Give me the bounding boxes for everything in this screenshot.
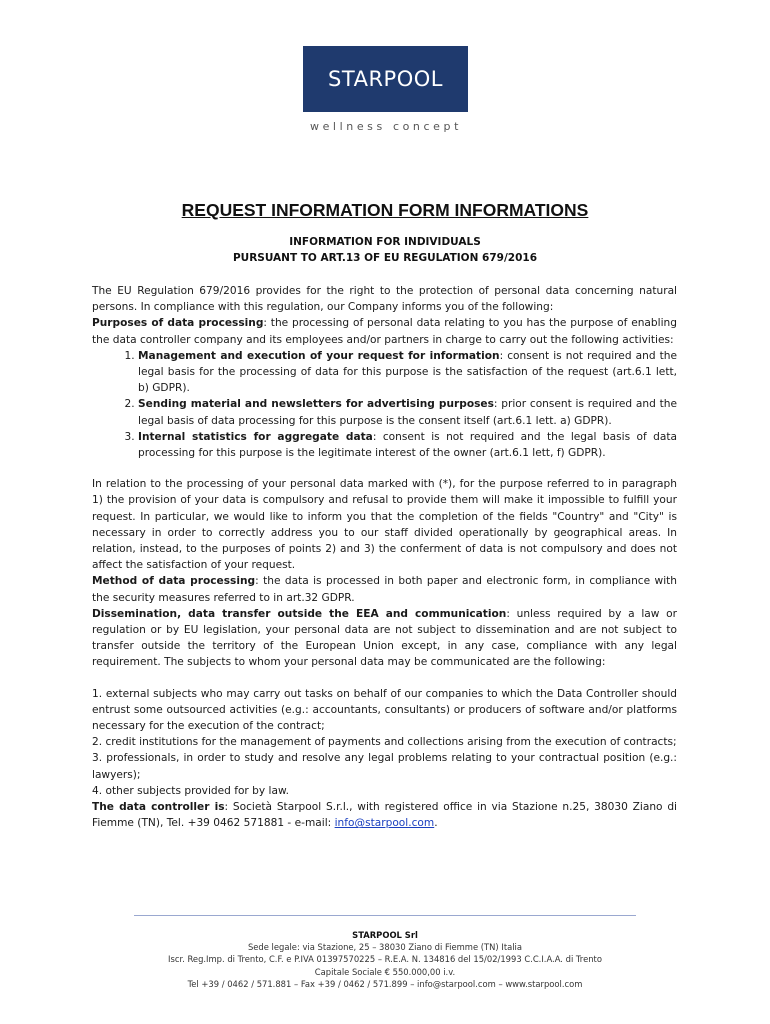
purposes-label: Purposes of data processing (92, 317, 264, 330)
tagline: wellness concept (309, 120, 463, 133)
activity-label: Sending material and newsletters for advertising purposes (138, 398, 494, 411)
list-item (138, 396, 677, 428)
controller-paragraph (92, 799, 677, 831)
subject-item-1: 1. external subjects who may carry out tasks on behalf of our companies to which the Data Controller should entrust some outsourced activities (e.g.: accountants, consultants) or producers of software and/or platforms necessary for the execution of the contract; (92, 687, 677, 733)
logo-text: STARPOOL (328, 67, 443, 91)
activity-text: : consent is not required and the legal basis of data processing for this purpose is the legitimate interest of the owner (art.6.1 lett, f) GDPR). (138, 430, 678, 460)
footer-line-4: Tel +39 / 0462 / 571.881 – Fax +39 / 0462 / 571.899 – info@starpool.com – www.starpool.com (187, 978, 583, 989)
method-label: Method of data processing (92, 575, 256, 588)
activity-label: Management and execution of your request for information (138, 349, 500, 362)
intro-paragraph: The EU Regulation 679/2016 provides for the right to the protection of personal data concerning natural persons. In compliance with this regulation, our Company informs you of the following: (92, 285, 677, 314)
activity-text: : prior consent is required and the legal basis of data processing for this purpose is the consent itself (art.6.1 lett. a) GDPR). (138, 398, 677, 427)
dissemination-label: Dissemination, data transfer outside the EEA and communication (92, 607, 507, 620)
email-link[interactable]: info@starpool.com (334, 817, 435, 830)
subject-item-2: 2. credit institutions for the management of payments and collections arising from the execution of contracts; (92, 736, 677, 749)
activity-text: : consent is not required and the legal basis for the processing of data for this purpose is the satisfaction of the request (art.6.1 lett, b) GDPR). (138, 349, 677, 395)
relation-paragraph: In relation to the processing of your personal data marked with (*), for the purpose referred to in paragraph 1) the provision of your data is compulsory and refusal to provide them will make it impossible to fulfill your request. In particular, we would like to inform you that the completion of the fields "Country" and "City" is necessary in order to correctly address you to our staff divided operationally by geographical areas. In relation, instead, to the purposes of points 2) and 3) the conferment of data is not compulsory and does not affect the satisfaction of your request. (92, 478, 677, 572)
page-title: REQUEST INFORMATION FORM INFORMATIONS (181, 200, 589, 220)
footer-line-2: Iscr. Reg.Imp. di Trento, C.F. e P.IVA 01397570225 – R.E.A. N. 134816 del 15/02/1993 C.C.I.A.A. di Trento (168, 954, 602, 965)
controller-end: . (434, 817, 438, 830)
controller-text: : Società Starpool S.r.l., with registered office in via Stazione n.25, 38030 Ziano di Fiemme (TN), Tel. +39 0462 571881 - e-mail: (92, 801, 677, 830)
dissemination-paragraph (92, 606, 677, 671)
document-body (92, 283, 677, 832)
footer (0, 929, 770, 990)
list-item (138, 429, 677, 461)
purposes-text: : the processing of personal data relating to you has the purpose of enabling the data controller company and its employees and/or partners in charge to carry out the following activities: (92, 317, 677, 346)
logo (303, 46, 468, 112)
method-paragraph (92, 573, 677, 605)
purposes-paragraph (92, 315, 677, 347)
subject-item-3: 3. professionals, in order to study and resolve any legal problems relating to your contractual position (e.g.: lawyers); (92, 752, 677, 781)
subject-item-4: 4. other subjects provided for by law. (92, 784, 290, 797)
subtitle-line-2: PURSUANT TO ART.13 OF EU REGULATION 679/2016 (232, 252, 538, 264)
subtitle-line-1: INFORMATION FOR INDIVIDUALS (289, 236, 481, 248)
footer-line-1: Sede legale: via Stazione, 25 – 38030 Ziano di Fiemme (TN) Italia (247, 942, 523, 953)
controller-label: The data controller is (92, 801, 225, 814)
list-item (138, 348, 677, 397)
dissemination-text: : unless required by a law or regulation or by EU legislation, your personal data are not subject to dissemination and are not subject to transfer outside the territory of the European Union except, in any case, compliance with any legal requirement. The subjects to whom your personal data may be communicated are the following: (92, 607, 677, 669)
footer-divider (134, 915, 636, 916)
method-text: : the data is processed in both paper and electronic form, in compliance with the security measures referred to in art.32 GDPR. (92, 575, 678, 604)
footer-company: STARPOOL Srl (352, 930, 418, 940)
activities-list (92, 348, 677, 461)
activity-label: Internal statistics for aggregate data (138, 430, 373, 443)
footer-line-3: Capitale Sociale € 550.000,00 i.v. (314, 966, 456, 977)
